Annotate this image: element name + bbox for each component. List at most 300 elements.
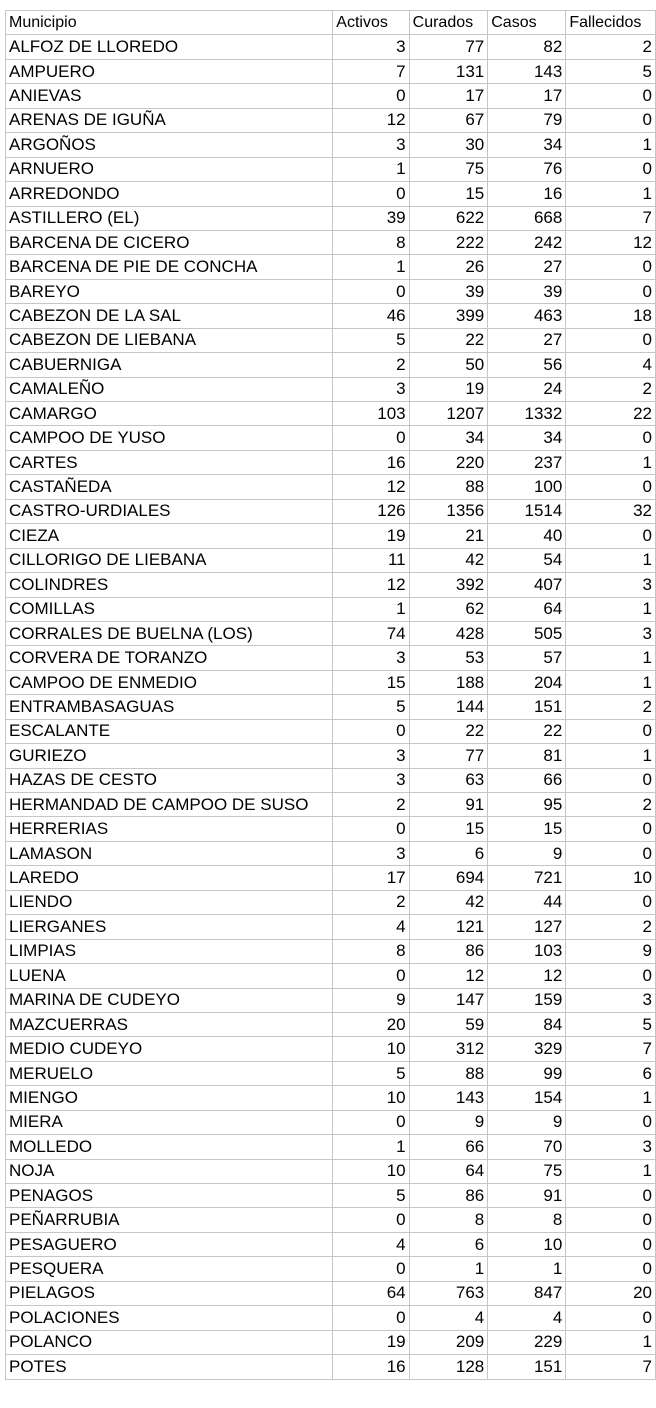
cell-fallecidos[interactable]: 1 (566, 548, 656, 572)
cell-fallecidos[interactable]: 3 (566, 573, 656, 597)
cell-fallecidos[interactable]: 0 (566, 475, 656, 499)
cell-casos[interactable]: 9 (488, 841, 566, 865)
cell-fallecidos[interactable]: 0 (566, 890, 656, 914)
cell-activos[interactable]: 3 (333, 35, 409, 59)
cell-casos[interactable]: 91 (488, 1184, 566, 1208)
cell-municipio[interactable]: CAMALEÑO (6, 377, 333, 401)
cell-curados[interactable]: 694 (409, 866, 488, 890)
cell-casos[interactable]: 99 (488, 1061, 566, 1085)
cell-municipio[interactable]: COMILLAS (6, 597, 333, 621)
cell-casos[interactable]: 57 (488, 646, 566, 670)
table-row (6, 84, 656, 108)
cell-curados[interactable]: 9 (409, 1110, 488, 1134)
cell-fallecidos[interactable]: 1 (566, 1159, 656, 1183)
cell-municipio[interactable]: CASTAÑEDA (6, 475, 333, 499)
cell-activos[interactable]: 15 (333, 670, 409, 694)
cell-activos[interactable]: 0 (333, 817, 409, 841)
cell-curados[interactable]: 22 (409, 328, 488, 352)
cell-curados[interactable]: 209 (409, 1330, 488, 1354)
cell-casos[interactable]: 127 (488, 915, 566, 939)
cell-curados[interactable]: 50 (409, 353, 488, 377)
cell-fallecidos[interactable]: 0 (566, 108, 656, 132)
cell-municipio[interactable]: MOLLEDO (6, 1135, 333, 1159)
table-row (6, 939, 656, 963)
cell-activos[interactable]: 126 (333, 499, 409, 523)
cell-activos[interactable]: 64 (333, 1281, 409, 1305)
cell-casos[interactable]: 34 (488, 133, 566, 157)
cell-curados[interactable]: 42 (409, 890, 488, 914)
cell-municipio[interactable]: ANIEVAS (6, 84, 333, 108)
cell-activos[interactable]: 3 (333, 744, 409, 768)
cell-curados[interactable]: 77 (409, 35, 488, 59)
cell-curados[interactable]: 1207 (409, 402, 488, 426)
cell-curados[interactable]: 88 (409, 475, 488, 499)
cell-fallecidos[interactable]: 32 (566, 499, 656, 523)
cell-activos[interactable]: 3 (333, 768, 409, 792)
cell-fallecidos[interactable]: 2 (566, 35, 656, 59)
cell-curados[interactable]: 64 (409, 1159, 488, 1183)
table-row (6, 866, 656, 890)
table-row (6, 1281, 656, 1305)
cell-casos[interactable]: 229 (488, 1330, 566, 1354)
cell-fallecidos[interactable]: 6 (566, 1061, 656, 1085)
header-casos[interactable]: Casos (488, 11, 566, 35)
cell-fallecidos[interactable]: 7 (566, 1037, 656, 1061)
cell-casos[interactable]: 204 (488, 670, 566, 694)
cell-fallecidos[interactable]: 5 (566, 1012, 656, 1036)
cell-curados[interactable]: 144 (409, 695, 488, 719)
cell-municipio[interactable]: MAZCUERRAS (6, 1012, 333, 1036)
cell-activos[interactable]: 3 (333, 133, 409, 157)
cell-casos[interactable]: 4 (488, 1306, 566, 1330)
cell-activos[interactable]: 39 (333, 206, 409, 230)
cell-fallecidos[interactable]: 9 (566, 939, 656, 963)
cell-casos[interactable]: 1514 (488, 499, 566, 523)
cell-curados[interactable]: 75 (409, 157, 488, 181)
cell-curados[interactable]: 15 (409, 182, 488, 206)
cell-casos[interactable]: 143 (488, 59, 566, 83)
cell-curados[interactable]: 34 (409, 426, 488, 450)
cell-municipio[interactable]: ALFOZ DE LLOREDO (6, 35, 333, 59)
cell-casos[interactable]: 27 (488, 255, 566, 279)
cell-casos[interactable]: 76 (488, 157, 566, 181)
cell-casos[interactable]: 151 (488, 1355, 566, 1379)
cell-curados[interactable]: 26 (409, 255, 488, 279)
cell-municipio[interactable]: CORRALES DE BUELNA (LOS) (6, 621, 333, 645)
cell-activos[interactable]: 2 (333, 793, 409, 817)
cell-municipio[interactable]: CABEZON DE LIEBANA (6, 328, 333, 352)
cell-fallecidos[interactable]: 22 (566, 402, 656, 426)
cell-municipio[interactable]: LIENDO (6, 890, 333, 914)
cell-municipio[interactable]: CAMPOO DE ENMEDIO (6, 670, 333, 694)
cell-curados[interactable]: 86 (409, 939, 488, 963)
cell-casos[interactable]: 505 (488, 621, 566, 645)
table-row (6, 768, 656, 792)
table-row (6, 157, 656, 181)
cell-activos[interactable]: 0 (333, 1257, 409, 1281)
cell-municipio[interactable]: NOJA (6, 1159, 333, 1183)
cell-curados[interactable]: 59 (409, 1012, 488, 1036)
cell-casos[interactable]: 8 (488, 1208, 566, 1232)
cell-curados[interactable]: 86 (409, 1184, 488, 1208)
cell-municipio[interactable]: HERMANDAD DE CAMPOO DE SUSO (6, 793, 333, 817)
cell-casos[interactable]: 1332 (488, 402, 566, 426)
cell-casos[interactable]: 668 (488, 206, 566, 230)
header-activos[interactable]: Activos (333, 11, 409, 35)
cell-curados[interactable]: 77 (409, 744, 488, 768)
cell-activos[interactable]: 7 (333, 59, 409, 83)
cell-activos[interactable]: 0 (333, 719, 409, 743)
cell-curados[interactable]: 8 (409, 1208, 488, 1232)
cell-curados[interactable]: 1 (409, 1257, 488, 1281)
cell-casos[interactable]: 44 (488, 890, 566, 914)
cell-activos[interactable]: 19 (333, 524, 409, 548)
cell-municipio[interactable]: LIERGANES (6, 915, 333, 939)
cell-casos[interactable]: 84 (488, 1012, 566, 1036)
cell-casos[interactable]: 54 (488, 548, 566, 572)
cell-casos[interactable]: 15 (488, 817, 566, 841)
cell-casos[interactable]: 847 (488, 1281, 566, 1305)
cell-fallecidos[interactable]: 7 (566, 206, 656, 230)
cell-municipio[interactable]: LUENA (6, 964, 333, 988)
cell-activos[interactable]: 0 (333, 1306, 409, 1330)
cell-casos[interactable]: 463 (488, 304, 566, 328)
cell-municipio[interactable]: HERRERIAS (6, 817, 333, 841)
cell-activos[interactable]: 5 (333, 1184, 409, 1208)
table-row (6, 1355, 656, 1379)
header-fallecidos[interactable]: Fallecidos (566, 11, 656, 35)
cell-municipio[interactable]: MARINA DE CUDEYO (6, 988, 333, 1012)
cell-fallecidos[interactable]: 0 (566, 255, 656, 279)
cell-curados[interactable]: 21 (409, 524, 488, 548)
cell-fallecidos[interactable]: 7 (566, 1355, 656, 1379)
cell-municipio[interactable]: CAMARGO (6, 402, 333, 426)
cell-fallecidos[interactable]: 0 (566, 841, 656, 865)
cell-curados[interactable]: 428 (409, 621, 488, 645)
cell-curados[interactable]: 88 (409, 1061, 488, 1085)
table-body (6, 35, 656, 1379)
cell-casos[interactable]: 66 (488, 768, 566, 792)
cell-activos[interactable]: 16 (333, 1355, 409, 1379)
cell-activos[interactable]: 5 (333, 328, 409, 352)
cell-casos[interactable]: 407 (488, 573, 566, 597)
cell-activos[interactable]: 4 (333, 915, 409, 939)
cell-municipio[interactable]: MERUELO (6, 1061, 333, 1085)
cell-casos[interactable]: 159 (488, 988, 566, 1012)
cell-municipio[interactable]: ARNUERO (6, 157, 333, 181)
cell-fallecidos[interactable]: 1 (566, 182, 656, 206)
cell-fallecidos[interactable]: 0 (566, 279, 656, 303)
cell-activos[interactable]: 9 (333, 988, 409, 1012)
cell-municipio[interactable]: CIEZA (6, 524, 333, 548)
cell-casos[interactable]: 40 (488, 524, 566, 548)
cell-curados[interactable]: 67 (409, 108, 488, 132)
cell-curados[interactable]: 4 (409, 1306, 488, 1330)
cell-casos[interactable]: 70 (488, 1135, 566, 1159)
cell-casos[interactable]: 100 (488, 475, 566, 499)
cell-fallecidos[interactable]: 18 (566, 304, 656, 328)
cell-municipio[interactable]: BAREYO (6, 279, 333, 303)
cell-curados[interactable]: 188 (409, 670, 488, 694)
cell-municipio[interactable]: CASTRO-URDIALES (6, 499, 333, 523)
cell-municipio[interactable]: PESQUERA (6, 1257, 333, 1281)
cell-activos[interactable]: 0 (333, 1208, 409, 1232)
cell-casos[interactable]: 9 (488, 1110, 566, 1134)
cell-casos[interactable]: 22 (488, 719, 566, 743)
cell-curados[interactable]: 763 (409, 1281, 488, 1305)
cell-activos[interactable]: 19 (333, 1330, 409, 1354)
cell-casos[interactable]: 151 (488, 695, 566, 719)
table-row (6, 1037, 656, 1061)
table-row (6, 646, 656, 670)
table-row (6, 1135, 656, 1159)
cell-activos[interactable]: 5 (333, 695, 409, 719)
cell-fallecidos[interactable]: 5 (566, 59, 656, 83)
cell-casos[interactable]: 17 (488, 84, 566, 108)
cell-fallecidos[interactable]: 0 (566, 1208, 656, 1232)
cell-fallecidos[interactable]: 0 (566, 1306, 656, 1330)
cell-casos[interactable]: 81 (488, 744, 566, 768)
cell-activos[interactable]: 0 (333, 84, 409, 108)
header-municipio[interactable]: Municipio (6, 11, 333, 35)
cell-activos[interactable]: 1 (333, 1135, 409, 1159)
table-row (6, 744, 656, 768)
cell-activos[interactable]: 11 (333, 548, 409, 572)
cell-casos[interactable]: 27 (488, 328, 566, 352)
cell-activos[interactable]: 4 (333, 1232, 409, 1256)
cell-municipio[interactable]: AMPUERO (6, 59, 333, 83)
cell-curados[interactable]: 30 (409, 133, 488, 157)
cell-casos[interactable]: 237 (488, 450, 566, 474)
cell-fallecidos[interactable]: 1 (566, 597, 656, 621)
cell-fallecidos[interactable]: 0 (566, 1232, 656, 1256)
cell-curados[interactable]: 53 (409, 646, 488, 670)
cell-municipio[interactable]: COLINDRES (6, 573, 333, 597)
cell-municipio[interactable]: CAMPOO DE YUSO (6, 426, 333, 450)
cell-fallecidos[interactable]: 0 (566, 1184, 656, 1208)
cell-casos[interactable]: 56 (488, 353, 566, 377)
cell-curados[interactable]: 220 (409, 450, 488, 474)
cell-fallecidos[interactable]: 0 (566, 157, 656, 181)
cell-municipio[interactable]: PENAGOS (6, 1184, 333, 1208)
cell-fallecidos[interactable]: 1 (566, 646, 656, 670)
cell-municipio[interactable]: ARREDONDO (6, 182, 333, 206)
cell-municipio[interactable]: ARGOÑOS (6, 133, 333, 157)
cell-municipio[interactable]: CARTES (6, 450, 333, 474)
cell-activos[interactable]: 1 (333, 157, 409, 181)
cell-casos[interactable]: 154 (488, 1086, 566, 1110)
cell-fallecidos[interactable]: 1 (566, 450, 656, 474)
table-row (6, 1061, 656, 1085)
cell-casos[interactable]: 103 (488, 939, 566, 963)
cell-activos[interactable]: 0 (333, 964, 409, 988)
cell-activos[interactable]: 10 (333, 1086, 409, 1110)
cell-fallecidos[interactable]: 20 (566, 1281, 656, 1305)
cell-activos[interactable]: 3 (333, 841, 409, 865)
cell-activos[interactable]: 3 (333, 646, 409, 670)
cell-activos[interactable]: 8 (333, 939, 409, 963)
table-row (6, 1208, 656, 1232)
cell-curados[interactable]: 42 (409, 548, 488, 572)
cell-fallecidos[interactable]: 0 (566, 1110, 656, 1134)
cell-fallecidos[interactable]: 2 (566, 793, 656, 817)
cell-municipio[interactable]: ARENAS DE IGUÑA (6, 108, 333, 132)
cell-municipio[interactable]: LIMPIAS (6, 939, 333, 963)
cell-casos[interactable]: 721 (488, 866, 566, 890)
cell-activos[interactable]: 3 (333, 377, 409, 401)
cell-fallecidos[interactable]: 1 (566, 133, 656, 157)
cell-fallecidos[interactable]: 0 (566, 1257, 656, 1281)
cell-casos[interactable]: 95 (488, 793, 566, 817)
cell-activos[interactable]: 103 (333, 402, 409, 426)
cell-curados[interactable]: 62 (409, 597, 488, 621)
cell-fallecidos[interactable]: 1 (566, 744, 656, 768)
cell-casos[interactable]: 1 (488, 1257, 566, 1281)
cell-curados[interactable]: 17 (409, 84, 488, 108)
cell-activos[interactable]: 5 (333, 1061, 409, 1085)
cell-activos[interactable]: 1 (333, 255, 409, 279)
cell-curados[interactable]: 1356 (409, 499, 488, 523)
cell-fallecidos[interactable]: 3 (566, 1135, 656, 1159)
cell-municipio[interactable]: PESAGUERO (6, 1232, 333, 1256)
cell-municipio[interactable]: ASTILLERO (EL) (6, 206, 333, 230)
cell-activos[interactable]: 74 (333, 621, 409, 645)
cell-curados[interactable]: 6 (409, 841, 488, 865)
cell-casos[interactable]: 12 (488, 964, 566, 988)
cell-curados[interactable]: 6 (409, 1232, 488, 1256)
cell-municipio[interactable]: PEÑARRUBIA (6, 1208, 333, 1232)
cell-activos[interactable]: 0 (333, 182, 409, 206)
cell-casos[interactable]: 16 (488, 182, 566, 206)
cell-fallecidos[interactable]: 0 (566, 426, 656, 450)
cell-curados[interactable]: 312 (409, 1037, 488, 1061)
cell-fallecidos[interactable]: 0 (566, 328, 656, 352)
cell-fallecidos[interactable]: 0 (566, 768, 656, 792)
cell-municipio[interactable]: BARCENA DE PIE DE CONCHA (6, 255, 333, 279)
cell-fallecidos[interactable]: 0 (566, 719, 656, 743)
cell-curados[interactable]: 15 (409, 817, 488, 841)
cell-curados[interactable]: 121 (409, 915, 488, 939)
cell-fallecidos[interactable]: 3 (566, 988, 656, 1012)
cell-casos[interactable]: 64 (488, 597, 566, 621)
cell-fallecidos[interactable]: 1 (566, 1330, 656, 1354)
cell-municipio[interactable]: POTES (6, 1355, 333, 1379)
table-row (6, 1232, 656, 1256)
cell-municipio[interactable]: POLACIONES (6, 1306, 333, 1330)
cell-municipio[interactable]: HAZAS DE CESTO (6, 768, 333, 792)
cell-casos[interactable]: 24 (488, 377, 566, 401)
cell-activos[interactable]: 12 (333, 573, 409, 597)
cell-municipio[interactable]: CILLORIGO DE LIEBANA (6, 548, 333, 572)
cell-activos[interactable]: 2 (333, 353, 409, 377)
cell-activos[interactable]: 12 (333, 475, 409, 499)
cell-curados[interactable]: 63 (409, 768, 488, 792)
cell-activos[interactable]: 2 (333, 890, 409, 914)
cell-casos[interactable]: 79 (488, 108, 566, 132)
table-row (6, 255, 656, 279)
cell-fallecidos[interactable]: 0 (566, 817, 656, 841)
cell-fallecidos[interactable]: 10 (566, 866, 656, 890)
cell-curados[interactable]: 131 (409, 59, 488, 83)
cell-activos[interactable]: 20 (333, 1012, 409, 1036)
cell-municipio[interactable]: MEDIO CUDEYO (6, 1037, 333, 1061)
cell-fallecidos[interactable]: 0 (566, 524, 656, 548)
cell-curados[interactable]: 147 (409, 988, 488, 1012)
cell-municipio[interactable]: PIELAGOS (6, 1281, 333, 1305)
cell-activos[interactable]: 0 (333, 426, 409, 450)
cell-municipio[interactable]: MIERA (6, 1110, 333, 1134)
cell-curados[interactable]: 66 (409, 1135, 488, 1159)
cell-curados[interactable]: 128 (409, 1355, 488, 1379)
cell-casos[interactable]: 82 (488, 35, 566, 59)
cell-casos[interactable]: 10 (488, 1232, 566, 1256)
cell-casos[interactable]: 242 (488, 230, 566, 254)
table-row (6, 964, 656, 988)
cell-fallecidos[interactable]: 0 (566, 964, 656, 988)
cell-activos[interactable]: 0 (333, 1110, 409, 1134)
cell-curados[interactable]: 222 (409, 230, 488, 254)
cell-fallecidos[interactable]: 2 (566, 377, 656, 401)
cell-activos[interactable]: 17 (333, 866, 409, 890)
cell-municipio[interactable]: MIENGO (6, 1086, 333, 1110)
cell-activos[interactable]: 8 (333, 230, 409, 254)
cell-activos[interactable]: 10 (333, 1159, 409, 1183)
cell-municipio[interactable]: LAMASON (6, 841, 333, 865)
cell-curados[interactable]: 91 (409, 793, 488, 817)
cell-activos[interactable]: 46 (333, 304, 409, 328)
cell-curados[interactable]: 392 (409, 573, 488, 597)
header-curados[interactable]: Curados (409, 11, 488, 35)
cell-fallecidos[interactable]: 2 (566, 695, 656, 719)
cell-municipio[interactable]: CABEZON DE LA SAL (6, 304, 333, 328)
cell-curados[interactable]: 399 (409, 304, 488, 328)
cell-municipio[interactable]: GURIEZO (6, 744, 333, 768)
cell-fallecidos[interactable]: 1 (566, 1086, 656, 1110)
cell-municipio[interactable]: CABUERNIGA (6, 353, 333, 377)
cell-activos[interactable]: 12 (333, 108, 409, 132)
cell-activos[interactable]: 16 (333, 450, 409, 474)
cell-curados[interactable]: 143 (409, 1086, 488, 1110)
cell-fallecidos[interactable]: 2 (566, 915, 656, 939)
cell-activos[interactable]: 1 (333, 597, 409, 621)
cell-casos[interactable]: 75 (488, 1159, 566, 1183)
cell-casos[interactable]: 39 (488, 279, 566, 303)
cell-municipio[interactable]: CORVERA DE TORANZO (6, 646, 333, 670)
cell-activos[interactable]: 0 (333, 279, 409, 303)
cell-municipio[interactable]: POLANCO (6, 1330, 333, 1354)
cell-casos[interactable]: 34 (488, 426, 566, 450)
cell-curados[interactable]: 622 (409, 206, 488, 230)
cell-municipio[interactable]: BARCENA DE CICERO (6, 230, 333, 254)
cell-municipio[interactable]: LAREDO (6, 866, 333, 890)
cell-casos[interactable]: 329 (488, 1037, 566, 1061)
cell-municipio[interactable]: ENTRAMBASAGUAS (6, 695, 333, 719)
cell-activos[interactable]: 10 (333, 1037, 409, 1061)
cell-fallecidos[interactable]: 4 (566, 353, 656, 377)
cell-curados[interactable]: 12 (409, 964, 488, 988)
cell-curados[interactable]: 19 (409, 377, 488, 401)
table-row (6, 1012, 656, 1036)
cell-municipio[interactable]: ESCALANTE (6, 719, 333, 743)
cell-curados[interactable]: 22 (409, 719, 488, 743)
cell-fallecidos[interactable]: 12 (566, 230, 656, 254)
cell-fallecidos[interactable]: 0 (566, 84, 656, 108)
cell-fallecidos[interactable]: 3 (566, 621, 656, 645)
cell-fallecidos[interactable]: 1 (566, 670, 656, 694)
table-row (6, 402, 656, 426)
table-row (6, 915, 656, 939)
cell-curados[interactable]: 39 (409, 279, 488, 303)
